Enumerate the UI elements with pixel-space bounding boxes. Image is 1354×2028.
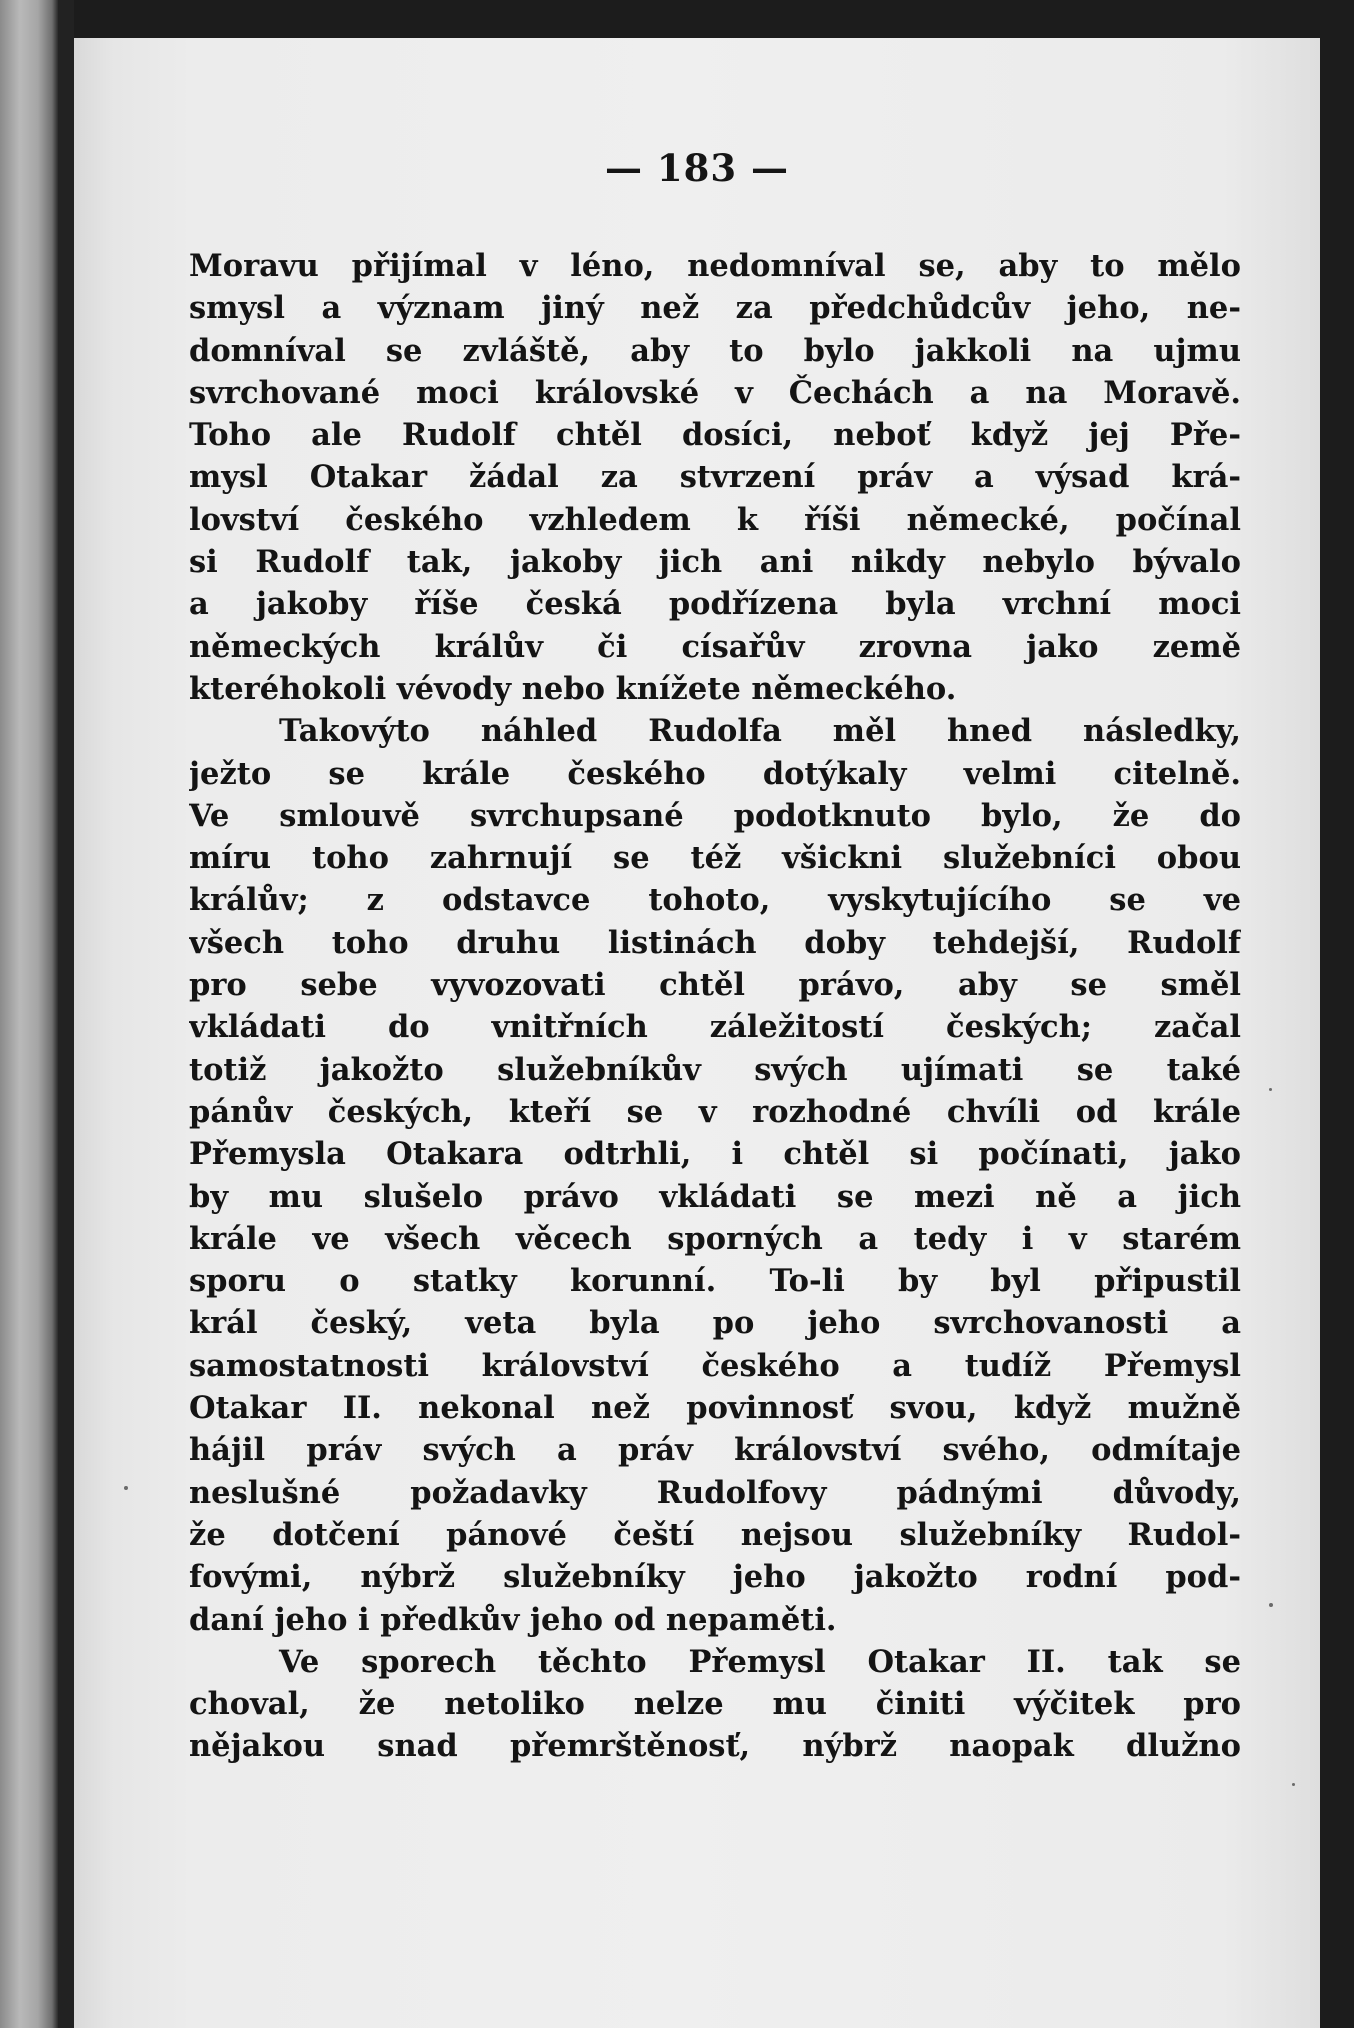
text-line: všech toho druhu listinách doby tehdejší, Rudolf [189,924,1241,961]
paper-speck [1292,1783,1295,1786]
text-line: daní jeho i předkův jeho od nepaměti. [189,1601,837,1638]
text-line: Takovýto náhled Rudolfa měl hned následky, [279,713,1241,750]
page-number: — 183 — [605,146,789,190]
text-line: neslušné požadavky Rudolfovy pádnými důvody, [189,1474,1241,1511]
text-line: Ve smlouvě svrchupsané podotknuto bylo, že do [189,797,1241,834]
paper-speck [124,1486,128,1490]
text-line: kteréhokoli vévody nebo knížete německého. [189,670,957,707]
text-line: domníval se zvláště, aby to bylo jakkoli na ujmu [189,332,1241,369]
text-line: pro sebe vyvozovati chtěl právo, aby se směl [189,967,1241,1004]
paper-speck [1269,1088,1272,1091]
text-line: Moravu přijímal v léno, nedomníval se, aby to mělo [189,248,1241,284]
text-line: mysl Otakar žádal za stvrzení práv a výsad krá- [189,459,1241,496]
text-line: král český, veta byla po jeho svrchovanosti a [189,1305,1241,1342]
text-line: německých králův či císařův zrovna jako země [189,628,1241,665]
text-line: Přemysla Otakara odtrhli, i chtěl si počínati, jako [189,1136,1241,1173]
previous-page-edge [0,0,58,2028]
text-line: smysl a význam jiný než za předchůdcův jeho, ne- [189,290,1241,327]
text-line: lovství českého vzhledem k říši německé, počínal [189,501,1241,538]
text-line: sporu o statky korunní. To-li by byl připustil [189,1263,1241,1300]
text-line: fovými, nýbrž služebníky jeho jakožto rodní pod- [189,1559,1241,1596]
paper-speck [1269,1603,1273,1607]
text-line: ježto se krále českého dotýkaly velmi citelně. [189,755,1241,792]
book-gutter [58,0,74,2028]
text-line: Otakar II. nekonal než povinnosť svou, když mužně [189,1390,1241,1427]
text-line: krále ve všech věcech sporných a tedy i v starém [189,1220,1241,1257]
text-line: by mu slušelo právo vkládati se mezi ně a jich [189,1178,1241,1215]
text-line: vkládati do vnitřních záležitostí českých; začal [189,1009,1241,1046]
text-line: totiž jakožto služebníkův svých ujímati se také [189,1051,1241,1088]
text-line: míru toho zahrnují se též všickni služebníci obou [189,840,1241,877]
text-line: samostatnosti království českého a tudíž Přemysl [189,1347,1241,1384]
text-line: Toho ale Rudolf chtěl dosíci, neboť když jej Pře- [189,417,1241,454]
text-line: nějakou snad přemrštěnosť, nýbrž naopak dlužno [189,1728,1241,1765]
text-line: králův; z odstavce tohoto, vyskytujícího se ve [189,882,1241,919]
text-line: pánův českých, kteří se v rozhodné chvíli od krále [189,1093,1241,1130]
text-line: a jakoby říše česká podřízena byla vrchní moci [189,586,1241,623]
text-line: Ve sporech těchto Přemysl Otakar II. tak se [279,1643,1241,1680]
text-line: svrchované moci královské v Čechách a na Moravě. [189,374,1241,411]
body-text [189,245,1241,1768]
text-line: choval, že netoliko nelze mu činiti výčitek pro [189,1686,1241,1723]
text-line: hájil práv svých a práv království svého, odmítaje [189,1432,1241,1469]
book-page [74,38,1320,2028]
text-line: že dotčení pánové čeští nejsou služebníky Rudol- [189,1516,1241,1553]
text-line: si Rudolf tak, jakoby jich ani nikdy nebylo bývalo [189,544,1241,581]
